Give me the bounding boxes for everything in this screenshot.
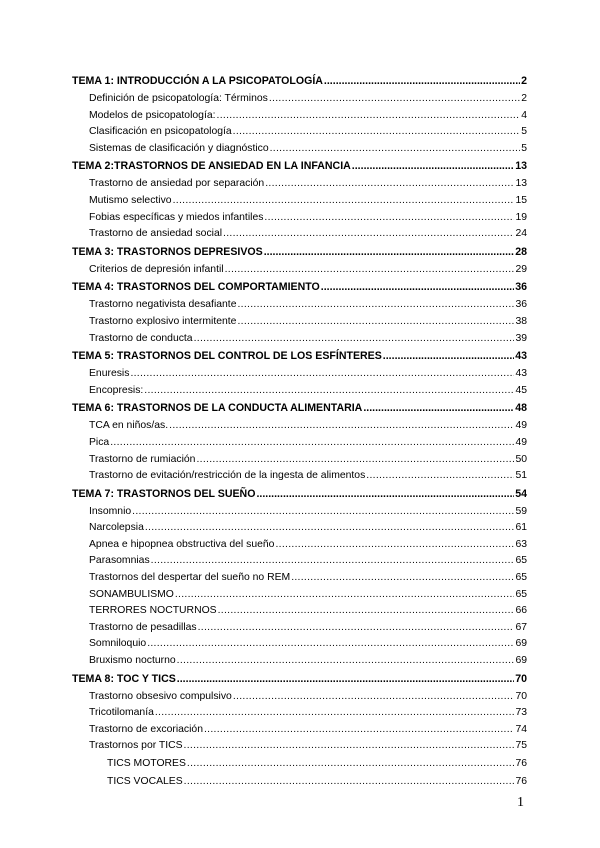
toc-dot-leader [130, 366, 514, 383]
toc-dot-leader [110, 435, 514, 452]
toc-entry-page: 63 [515, 538, 527, 550]
toc-entry-title: Bruxismo nocturno [89, 655, 176, 667]
toc-section-entry[interactable] [72, 738, 527, 755]
toc-entry-page: 15 [515, 194, 527, 206]
toc-entry-page: 36 [515, 281, 527, 294]
toc-entry-title: Trastorno de evitación/restricción de la ingesta de alimentos [89, 470, 366, 482]
toc-entry-title: TEMA 2:TRASTORNOS DE ANSIEDAD EN LA INFANCIA [72, 160, 351, 173]
toc-section-entry[interactable] [72, 193, 527, 210]
toc-entry-page: 66 [515, 605, 527, 617]
toc-entry-title: Trastorno de conducta [89, 332, 193, 344]
toc-entry-page: 4 [521, 109, 527, 121]
toc-dot-leader [321, 278, 514, 297]
toc-entry-title: TCA en niños/as. [89, 420, 169, 432]
toc-entry-title: TEMA 6: TRASTORNOS DE LA CONDUCTA ALIMENTARIA [72, 402, 363, 415]
toc-section-entry[interactable] [72, 262, 527, 279]
toc-entry-title: Definición de psicopatología: Términos [89, 93, 268, 104]
toc-dot-leader [256, 485, 514, 504]
toc-entry-title: Insomnio [89, 505, 132, 517]
toc-section-entry[interactable] [72, 210, 527, 227]
toc-entry-title: TEMA 7: TRASTORNOS DEL SUEÑO [72, 487, 256, 500]
toc-entry-title: Narcolepsia [89, 522, 144, 534]
toc-entry-page: 59 [515, 505, 527, 517]
toc-section-entry[interactable] [72, 108, 527, 125]
toc-entry-page: 19 [515, 211, 527, 223]
toc-section-entry[interactable] [72, 773, 527, 791]
toc-dot-leader [147, 636, 514, 653]
toc-section-entry[interactable] [72, 141, 527, 158]
toc-entry-page: 13 [515, 178, 527, 190]
toc-section-entry[interactable] [72, 226, 527, 243]
toc-entry-title: TEMA 4: TRASTORNOS DEL COMPORTAMIENTO [72, 281, 320, 294]
toc-entry-title: Mutismo selectivo [89, 194, 172, 206]
toc-entry-page: 61 [515, 522, 527, 534]
toc-entry-page: 69 [515, 638, 527, 650]
toc-entry-title: Trastornos del despertar del sueño no REM [89, 572, 291, 584]
toc-entry-title: Clasificación en psicopatología [89, 126, 232, 138]
toc-dot-leader [187, 755, 515, 773]
toc-entry-title: TICS VOCALES [107, 775, 183, 787]
toc-dot-leader [264, 210, 514, 227]
toc-chapter-entry[interactable] [72, 278, 527, 297]
toc-dot-leader [145, 520, 515, 537]
toc-section-entry[interactable] [72, 553, 527, 570]
toc-section-entry[interactable] [72, 418, 527, 435]
toc-entry-title: Trastorno de ansiedad por separación [89, 178, 265, 190]
toc-dot-leader [352, 157, 514, 176]
toc-entry-page: 38 [515, 315, 527, 327]
toc-dot-leader [237, 314, 514, 331]
toc-entry-title: TEMA 1: INTRODUCCIÓN A LA PSICOPATOLOGÍA [72, 75, 323, 87]
toc-chapter-entry[interactable] [72, 399, 527, 418]
toc-entry-title: Apnea e hipopnea obstructiva del sueño [89, 538, 275, 550]
toc-entry-page: 43 [515, 368, 527, 380]
toc-dot-leader [275, 537, 514, 554]
toc-entry-title: TICS MOTORES [107, 758, 186, 769]
toc-dot-leader [265, 176, 514, 193]
toc-dot-leader [175, 587, 515, 604]
toc-entry-title: SONAMBULISMO [89, 588, 174, 600]
toc-dot-leader [177, 653, 515, 670]
toc-dot-leader [217, 108, 521, 125]
toc-section-entry[interactable] [72, 91, 527, 108]
toc-dot-leader [151, 553, 515, 570]
toc-section-entry[interactable] [72, 705, 527, 722]
toc-entry-title: Trastorno explosivo intermitente [89, 315, 237, 327]
toc-entry-page: 54 [515, 487, 527, 500]
toc-entry-page: 5 [521, 142, 527, 154]
toc-entry-page: 2 [521, 75, 527, 87]
toc-section-entry[interactable] [72, 452, 527, 469]
toc-entry-page: 73 [515, 707, 527, 719]
toc-section-entry[interactable] [72, 504, 527, 521]
toc-entry-title: Enuresis [89, 368, 130, 380]
toc-section-entry[interactable] [72, 689, 527, 706]
toc-dot-leader [363, 399, 514, 418]
toc-entry-title: Criterios de depresión infantil [89, 263, 224, 275]
toc-entry-title: Pica [89, 436, 110, 448]
toc-chapter-entry[interactable] [72, 347, 527, 366]
toc-dot-leader [196, 452, 514, 469]
toc-entry-page: 29 [515, 263, 527, 275]
toc-dot-leader [223, 226, 514, 243]
toc-section-entry[interactable] [72, 570, 527, 587]
table-of-contents [72, 72, 527, 790]
toc-entry-title: TEMA 5: TRASTORNOS DEL CONTROL DE LOS ESFÍNTERES [72, 350, 382, 363]
toc-entry-title: Trastorno de rumiación [89, 453, 196, 465]
toc-entry-title: Tricotilomanía [89, 707, 154, 719]
toc-entry-page: 70 [515, 672, 527, 685]
page-number: 1 [517, 795, 524, 810]
toc-dot-leader [173, 193, 515, 210]
toc-section-entry[interactable] [72, 603, 527, 620]
toc-section-entry[interactable] [72, 435, 527, 452]
toc-dot-leader [204, 722, 514, 739]
toc-entry-page: 65 [515, 555, 527, 567]
toc-entry-title: Sistemas de clasificación y diagnóstico [89, 142, 269, 154]
toc-dot-leader [269, 91, 520, 108]
toc-section-entry[interactable] [72, 124, 527, 141]
toc-entry-title: Trastorno de pesadillas [89, 621, 197, 633]
toc-entry-page: 51 [515, 470, 527, 482]
toc-section-entry[interactable] [72, 314, 527, 331]
toc-chapter-entry[interactable] [72, 670, 527, 689]
toc-dot-leader [218, 603, 515, 620]
toc-section-entry[interactable] [72, 176, 527, 193]
toc-section-entry[interactable] [72, 653, 527, 670]
toc-dot-leader [184, 773, 515, 791]
toc-entry-page: 65 [515, 572, 527, 584]
toc-entry-page: 74 [515, 723, 527, 735]
toc-entry-title: Trastornos por TICS [89, 740, 183, 752]
toc-entry-page: 13 [515, 160, 527, 173]
toc-section-entry[interactable] [72, 520, 527, 537]
toc-chapter-entry[interactable] [72, 243, 527, 262]
toc-entry-page: 69 [515, 655, 527, 667]
toc-section-entry[interactable] [72, 468, 527, 485]
toc-dot-leader [177, 670, 514, 689]
toc-section-entry[interactable] [72, 755, 527, 773]
toc-section-entry[interactable] [72, 383, 527, 400]
toc-dot-leader [225, 262, 515, 279]
toc-entry-title: Fobias específicas y miedos infantiles [89, 211, 264, 223]
toc-dot-leader [233, 689, 515, 706]
toc-entry-title: Somniloquio [89, 638, 147, 650]
toc-section-entry[interactable] [72, 537, 527, 554]
toc-entry-page: 76 [515, 775, 527, 787]
toc-dot-leader [132, 504, 514, 521]
toc-entry-page: 50 [515, 453, 527, 465]
toc-chapter-entry[interactable] [72, 157, 527, 176]
toc-entry-page: 24 [515, 228, 527, 240]
toc-dot-leader [291, 570, 514, 587]
toc-section-entry[interactable] [72, 331, 527, 348]
toc-entry-title: Trastorno negativista desafiante [89, 299, 237, 311]
toc-entry-page: 5 [521, 126, 527, 138]
toc-section-entry[interactable] [72, 366, 527, 383]
toc-entry-page: 75 [515, 740, 527, 752]
toc-entry-title: Trastorno obsesivo compulsivo [89, 690, 232, 702]
toc-dot-leader [169, 418, 514, 435]
toc-entry-page: 65 [515, 588, 527, 600]
toc-entry-page: 76 [515, 758, 527, 769]
toc-dot-leader [155, 705, 515, 722]
toc-section-entry[interactable] [72, 297, 527, 314]
toc-section-entry[interactable] [72, 722, 527, 739]
toc-entry-page: 45 [515, 384, 527, 396]
toc-dot-leader [264, 243, 514, 262]
toc-entry-title: TEMA 3: TRASTORNOS DEPRESIVOS [72, 245, 263, 258]
toc-dot-leader [383, 347, 514, 366]
toc-dot-leader [233, 124, 521, 141]
toc-entry-title: TEMA 8: TOC Y TICS [72, 672, 176, 685]
toc-entry-title: Parasomnias [89, 555, 150, 567]
toc-dot-leader [237, 297, 514, 314]
toc-entry-page: 2 [521, 93, 527, 104]
toc-entry-page: 70 [515, 690, 527, 702]
toc-entry-title: TERRORES NOCTURNOS [89, 605, 217, 617]
toc-dot-leader [144, 383, 514, 400]
toc-entry-page: 28 [515, 245, 527, 258]
toc-entry-title: Trastorno de ansiedad social [89, 228, 223, 240]
toc-dot-leader [184, 738, 515, 755]
toc-dot-leader [270, 141, 521, 158]
toc-chapter-entry[interactable] [72, 485, 527, 504]
toc-entry-page: 48 [515, 402, 527, 415]
toc-section-entry[interactable] [72, 636, 527, 653]
toc-entry-page: 36 [515, 299, 527, 311]
toc-entry-page: 49 [515, 420, 527, 432]
toc-entry-page: 43 [515, 350, 527, 363]
toc-dot-leader [194, 331, 515, 348]
toc-entry-title: Trastorno de excoriación [89, 723, 203, 735]
toc-entry-page: 67 [515, 621, 527, 633]
toc-section-entry[interactable] [72, 587, 527, 604]
toc-section-entry[interactable] [72, 620, 527, 637]
toc-dot-leader [324, 72, 520, 91]
toc-entry-title: Encopresis: [89, 384, 144, 396]
toc-dot-leader [366, 468, 514, 485]
toc-chapter-entry[interactable] [72, 72, 527, 91]
toc-entry-page: 39 [515, 332, 527, 344]
toc-entry-page: 49 [515, 436, 527, 448]
toc-entry-title: Modelos de psicopatología: [89, 109, 216, 121]
toc-dot-leader [198, 620, 515, 637]
